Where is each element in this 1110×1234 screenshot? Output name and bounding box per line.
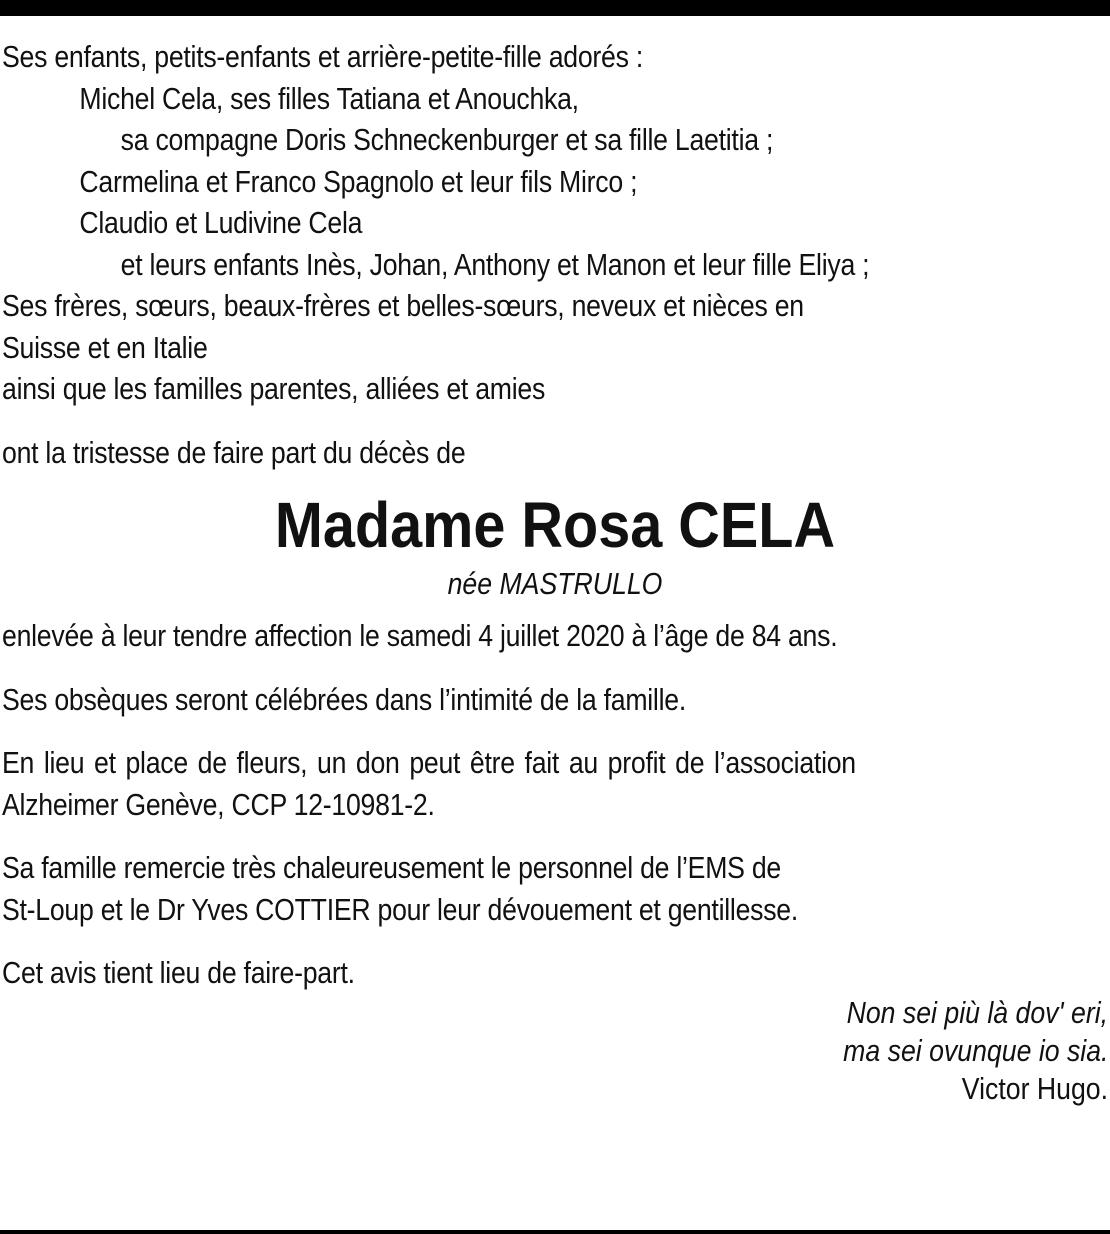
mourner-line: Carmelina et Franco Spagnolo et leur fils Mirco ; [79, 163, 638, 199]
quote-line: Non sei più là dov' eri, [846, 994, 1108, 1030]
donation-line: Alzheimer Genève, CCP 12-10981-2. [2, 786, 435, 822]
mourner-line: Michel Cela, ses filles Tatiana et Anouchka, [79, 80, 579, 116]
bottom-rule [0, 1230, 1110, 1234]
notice-text: Cet avis tient lieu de faire-part. [2, 955, 355, 990]
quote-line: ma sei ovunque io sia. [842, 1032, 1108, 1068]
quote-author: Victor Hugo. [961, 1070, 1108, 1106]
families-line: ainsi que les familles parentes, alliées et amies [2, 371, 546, 406]
thanks-line: St-Loup et le Dr Yves COTTIER pour leur dévouement et gentillesse. [2, 891, 799, 927]
death-details: enlevée à leur tendre affection le samedi 4 juillet 2020 à l’âge de 84 ans. [2, 618, 838, 653]
thanks-line: Sa famille remercie très chaleureusement le personnel de l’EMS de [2, 850, 781, 885]
mourner-line: et leurs enfants Inès, Johan, Anthony et Manon et leur fille Eliya ; [120, 246, 870, 282]
mourner-line: Claudio et Ludivine Cela [79, 205, 363, 240]
thanks-paragraph [2, 847, 1108, 930]
announcement-text: ont la tristesse de faire part du décès de [2, 434, 466, 470]
mourners-list [2, 36, 1108, 410]
top-rule [0, 0, 1110, 16]
siblings-line: Ses frères, sœurs, beaux-frères et belles-sœurs, neveux et nièces en [2, 288, 804, 323]
maiden-name: née MASTRULLO [447, 566, 663, 601]
siblings-line: Suisse et en Italie [2, 329, 208, 365]
funeral-info: Ses obsèques seront célébrées dans l’intimité de la famille. [2, 681, 686, 717]
obituary-notice [2, 36, 1108, 1108]
donation-info [2, 742, 1108, 825]
mourners-intro: Ses enfants, petits-enfants et arrière-petite-fille adorés : [2, 39, 643, 74]
donation-line: En lieu et place de fleurs, un don peut être fait au profit de l’association [2, 745, 856, 780]
mourner-line: sa compagne Doris Schneckenburger et sa fille Laetitia ; [120, 122, 774, 157]
deceased-name: Madame Rosa CELA [274, 489, 836, 561]
closing-quote [2, 994, 1108, 1108]
